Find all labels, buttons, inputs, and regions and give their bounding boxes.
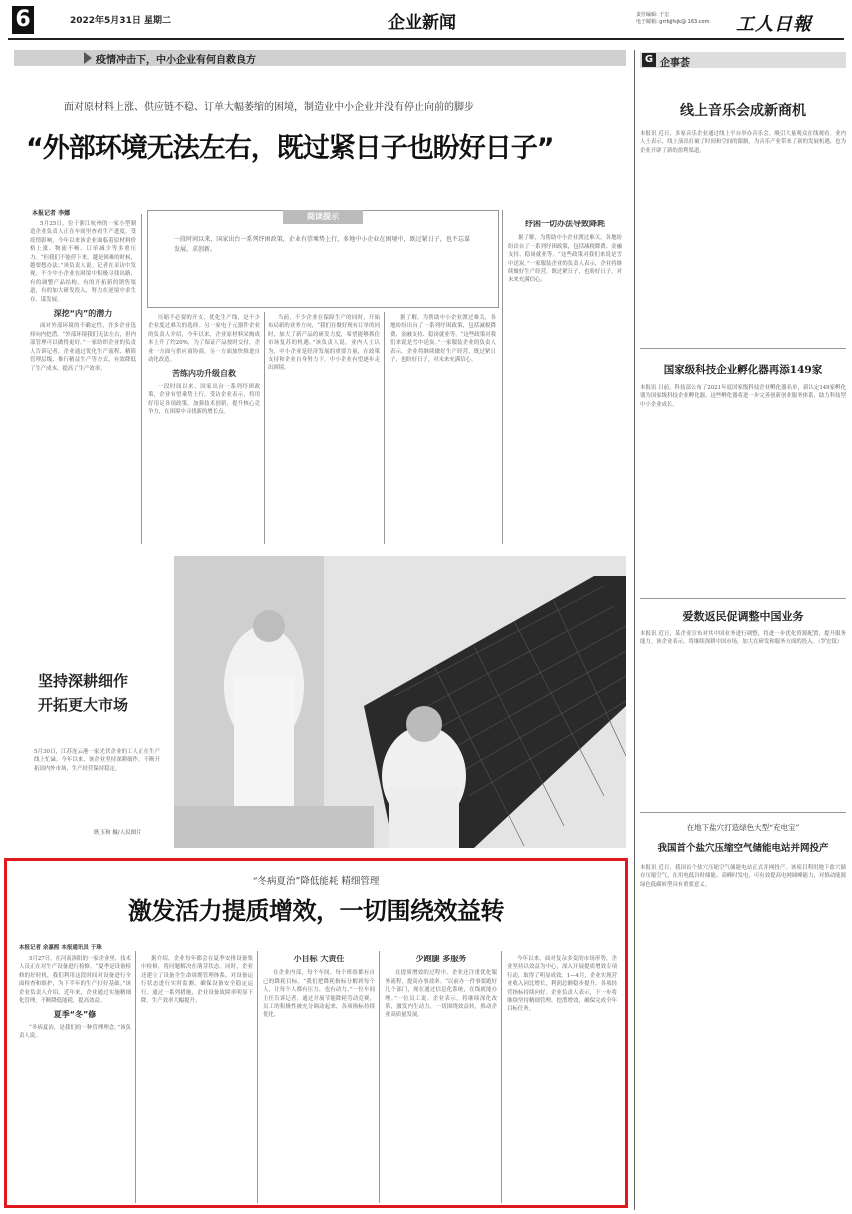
sidebar-item-text: 本报讯 日前，科技部公布了2021年度国家级科技企业孵化器名单，新认定149家孵化器为国家级科技企业孵化器。这些孵化器将进一步完善创新创业服务体系，助力科技型中小企业成长。	[640, 385, 846, 408]
highlight-col5	[507, 955, 617, 1203]
sidebar-header	[640, 52, 846, 68]
photo-caption: 5月30日，江苏连云港一家光伏企业的工人正在生产线上忙碌。今年以来，该企业坚持深耕细作，不断开拓国内外市场，生产经营保持稳定。	[34, 749, 160, 772]
issue-date: 2022年5月31日	[70, 16, 141, 26]
highlight-col1b-text: “冬病夏治，是我们的一种管理理念。”该负责人说。	[19, 1024, 131, 1040]
factory-photo	[174, 556, 626, 848]
sidebar-title: 企事荟	[660, 58, 690, 69]
sidebar-item-title: 爱数返民促调整中国业务	[682, 610, 804, 623]
sidebar-item-text: 本报讯 近日，某企业宣布对其中国业务进行调整，将进一步优化资源配置，提升服务能力。该企业表示，将继续深耕中国市场，加大在研发和服务方面的投入。（罗宏钗）	[640, 631, 846, 646]
feature-col1	[30, 220, 136, 542]
feature-col2b-text: 一段时间以来，国家出台一系列纾困政策，企业有望乘势上行。受访企业表示，将用好用足各项政策，加强技术创新，提升核心竞争力，在困境中寻找新的增长点。	[148, 383, 260, 416]
feature-col3-text: 当前，不少企业在保障生产的同时，开始布局新的业务方向，“我们在做好现有订单的同时，加大了新产品的研发力度，希望能够抓住市场复苏的机遇。”该负责人说。业内人士认为，中小企业是经济发展的重要力量，在政策支持和企业自身努力下，中小企业有望逐步走出困境。	[268, 315, 380, 372]
feature-col2-subhead: 苦练内功升级自救	[172, 369, 236, 379]
sidebar-divider	[640, 812, 846, 813]
highlight-col3-subhead: 小目标 大责任	[293, 955, 345, 963]
feature-col1b-text: 面对外部环境的不确定性，许多企业选择向内挖潜。“外部环境我们无法左右，但内部管理可以做得更好。”一家纺织企业的负责人告诉记者，企业通过优化生产流程、精简管理层级、推行精益生产等方式，有效降低了生产成本，提高了生产效率。	[30, 323, 136, 372]
highlight-col4-text: 在提质增效的过程中，企业还注重优化服务流程，提高办事效率。“以前办一件事要跑好几个部门，现在通过信息化系统，在线就能办理。”一位员工说。企业表示，将继续深化改革，激发内生动力，一切围绕效益转，推动企业高质量发展。	[385, 970, 497, 1019]
reading-notice-box	[147, 210, 499, 308]
masthead-rule	[8, 38, 844, 40]
section-title: 企业新闻	[388, 13, 456, 33]
sidebar-divider	[640, 348, 846, 349]
paper-name: 工人日報	[736, 14, 812, 35]
feature-col2	[148, 314, 260, 542]
feature-article	[14, 46, 626, 548]
photo-story-title-2: 开拓更大市场	[38, 696, 129, 714]
column-divider	[501, 951, 502, 1203]
highlight-col4	[385, 955, 497, 1203]
column-divider	[384, 312, 385, 544]
sidebar-item-title: 我国首个盐穴压缩空气储能电站并网投产	[657, 843, 829, 854]
highlight-col2-text: 据介绍，企业每年都会在夏季安排设备集中检修，将问题解决在萌芽状态。同时，企业还建立了设备全生命周期管理体系，对设备运行状态进行实时监测，确保设备安全稳定运行。通过一系列措施，企业设备故障率明显下降，生产效率大幅提升。	[141, 956, 253, 1005]
banner-arrow-icon	[84, 52, 92, 64]
photo-story-title-1: 坚持深耕细作	[38, 672, 129, 690]
factory-photo-illustration	[174, 556, 626, 848]
photo-story	[14, 556, 626, 848]
issue-weekday: 星期二	[144, 16, 172, 26]
highlight-kicker: “冬病夏治”降低能耗 精细管理	[252, 876, 380, 887]
feature-col1-text: 5月25日，位于浙江杭州的一家小型制造企业负责人正在车间里查看生产进度。受疫情影响，今年以来该企业面临着原材料价格上涨、物流不畅、订单减少等多重压力。“但我们不能停下来，越是困难的时候，越要想办法。”该负责人说。记者在采访中发现，不少中小企业在困境中积极寻找出路，有的调整产品结构，有的开拓新的销售渠道，有的加大研发投入，努力在逆境中求生存、谋发展。	[30, 221, 136, 303]
feature-banner-text: 疫情冲击下，中小企业有何自救良方	[96, 55, 256, 66]
photo-credit: 耿玉和 摄/人民图片	[94, 830, 142, 836]
column-divider	[264, 312, 265, 544]
highlight-col3-text: 在企业内部，每个车间、每个班组都有自己的降耗目标。“我们把降耗指标分解到每个人，让每个人都有压力，也有动力。”一位车间主任告诉记者，通过开展节能降耗劳动竞赛，员工的积极性被充分调动起来，各项指标持续优化。	[263, 970, 375, 1019]
highlight-col3	[263, 955, 375, 1203]
highlight-col5-text: 今年以来，面对复杂多变的市场形势，企业坚持以效益为中心，深入开展提质增效专项行动，取得了明显成效。1—4月，企业实现营业收入同比增长，利润总额稳步提升，各项经营指标持续向好。企业负责人表示，下一步将继续坚持精细管理，挖潜增效，确保完成全年目标任务。	[507, 956, 617, 1013]
page-number: 6	[12, 6, 34, 34]
notice-text: 一段时间以来，国家出台一系列纾困政策，企业有望乘势上行，多地中小企业在困境中，既过紧日子，也不忘谋发展、求创新。	[174, 236, 470, 253]
feature-col5-text: 据了解，为帮助中小企业渡过难关，各地纷纷出台了一系列纾困政策，包括减税降费、金融支持、稳岗就业等。“这些政策对我们来说是雪中送炭。”一家服装企业的负责人表示，企业将继续做好生产经营，既过紧日子，也盼好日子，对未来充满信心。	[508, 235, 622, 284]
page-divider	[634, 50, 635, 1210]
feature-col4	[390, 314, 496, 542]
sidebar-divider	[640, 598, 846, 599]
sidebar-item-text: 本报讯 近日，多家音乐企业通过线上平台举办音乐会，吸引大量观众在线观看。业内人士表示，线上演出打破了时间和空间的限制，为音乐产业带来了新的发展机遇，也为企业开辟了新的盈利渠道。	[640, 131, 846, 154]
sidebar-item-title: 线上音乐会成新商机	[680, 103, 806, 119]
highlight-col1-subhead: 夏季“冬”修	[53, 1010, 97, 1020]
feature-col5	[508, 220, 622, 542]
feature-col4-subhead: 纾困一切办法导致降耗	[525, 220, 605, 228]
column-divider	[379, 951, 380, 1203]
highlight-col4-subhead: 少跑腿 多服务	[415, 955, 467, 963]
feature-col4-text: 据了解，为帮助中小企业渡过难关，各地纷纷出台了一系列纾困政策，包括减税降费、金融支持、稳岗就业等。“这些政策对我们来说是雪中送炭。”一家服装企业的负责人表示，企业将继续做好生产经营，既过紧日子，也盼好日子，对未来充满信心。	[390, 315, 496, 364]
masthead	[8, 4, 844, 44]
column-divider	[141, 214, 142, 544]
feature-col1-subhead: 深挖“内”的潜力	[53, 309, 113, 319]
column-divider	[502, 210, 503, 544]
highlight-col1-text: 5月27日，在河南洛阳的一家企业里，技术人员正在对生产设备进行检修。“夏季是设备检修的好时机，我们利用这段时间对设备进行全面检查和维护，为下半年的生产打好基础。”该企业负责人介绍。近年来，企业通过实施精细化管理，不断降低能耗，提高效益。	[19, 956, 131, 1005]
feature-col3	[268, 314, 380, 542]
highlight-headline: 激发活力提质增效，一切围绕效益转	[128, 897, 504, 925]
highlight-col1	[19, 955, 131, 1203]
feature-byline: 本报记者 李娜	[32, 210, 71, 217]
sidebar-item-subtitle: 在地下盐穴打造绿色大型“充电宝”	[686, 823, 800, 832]
editor-info: 责任编辑: 于宏 电子邮箱: grrbjjfsjk@ 163.com	[636, 12, 710, 25]
feature-headline: “外部环境无法左右，既过紧日子也盼好日子”	[26, 133, 554, 164]
sidebar-item-title: 国家级科技企业孵化器再添149家	[663, 364, 823, 376]
sidebar-item-text: 本报讯 近日，我国首个盐穴压缩空气储能电站正式并网投产。该项目利用地下盐穴储存压缩空气，在用电低谷时储能、高峰时发电，可有效提高电网调峰能力，对推动能源绿色低碳转型具有重要意义。	[640, 865, 846, 888]
feature-subtitle: 面对原材料上涨、供应链不稳、订单大幅萎缩的困境，制造业中小企业并没有停止向前的脚步	[64, 102, 474, 113]
highlight-byline: 本报记者 余嘉熙 本报通讯员 于珠	[19, 945, 102, 951]
highlighted-article[interactable]	[4, 858, 628, 1208]
sidebar-letter: G	[642, 53, 656, 67]
feature-col2-text: 压缩不必要的开支、优化生产线，是不少企业度过难关的选择。另一家电子元器件企业的负责人介绍，今年以来，企业原材料采购成本上升了约20%，为了保证产品按时交付，企业一方面与供应商协商，另一方面加快推进自动化改造。	[148, 315, 260, 364]
sidebar	[640, 50, 846, 1210]
feature-banner	[14, 50, 626, 66]
notice-title: 阅读提示	[283, 210, 363, 224]
column-divider	[257, 951, 258, 1203]
highlight-col2	[141, 955, 253, 1203]
column-divider	[135, 951, 136, 1203]
